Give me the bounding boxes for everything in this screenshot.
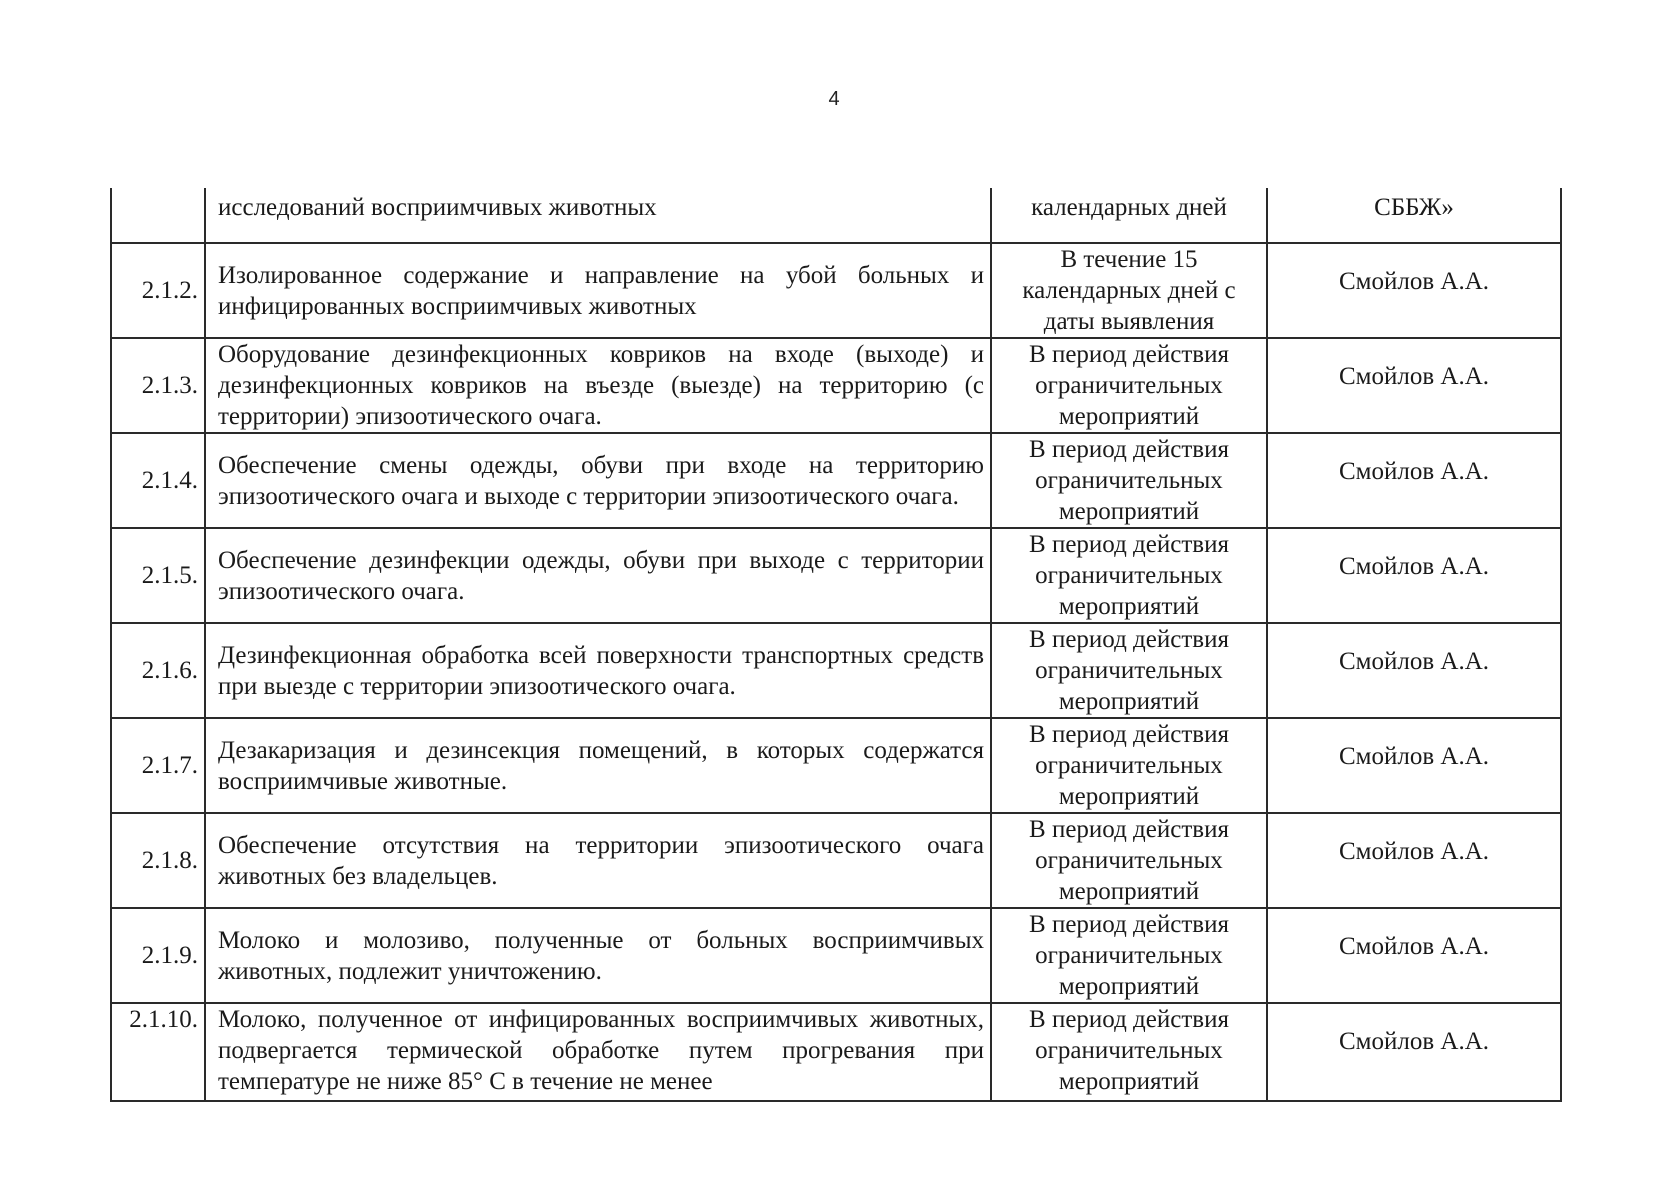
row-term: В период действия ограничительных мероприятий [991, 623, 1267, 718]
row-number: 2.1.5. [111, 528, 205, 623]
measures-table [110, 188, 1562, 1102]
table-row [111, 338, 1561, 433]
row-responsible: Смойлов А.А. [1267, 528, 1561, 623]
table-row [111, 528, 1561, 623]
row-action: Обеспечение смены одежды, обуви при входе на территорию эпизоотического очага и выходе с территории эпизоотического очага. [205, 433, 991, 528]
row-responsible: Смойлов А.А. [1267, 718, 1561, 813]
row-term: В период действия ограничительных мероприятий [991, 1003, 1267, 1101]
row-responsible: Смойлов А.А. [1267, 813, 1561, 908]
row-responsible: Смойлов А.А. [1267, 433, 1561, 528]
row-action: исследований восприимчивых животных [205, 188, 991, 243]
page-number: 4 [828, 88, 840, 110]
table-row [111, 908, 1561, 1003]
table-row [111, 623, 1561, 718]
row-term: В период действия ограничительных мероприятий [991, 433, 1267, 528]
row-responsible: Смойлов А.А. [1267, 338, 1561, 433]
row-action: Молоко, полученное от инфицированных восприимчивых животных, подвергается термической обработке путем прогревания при температуре не ниже 85° С в течение не менее [205, 1003, 991, 1101]
row-action: Дезинфекционная обработка всей поверхности транспортных средств при выезде с территории эпизоотического очага. [205, 623, 991, 718]
row-number: 2.1.8. [111, 813, 205, 908]
row-number: 2.1.4. [111, 433, 205, 528]
table-row [111, 433, 1561, 528]
row-term: календарных дней [991, 188, 1267, 243]
row-number: 2.1.10. [111, 1003, 205, 1101]
row-responsible: Смойлов А.А. [1267, 908, 1561, 1003]
row-action: Оборудование дезинфекционных ковриков на входе (выходе) и дезинфекционных ковриков на въезде (выезде) на территорию (с территории) эпизоотического очага. [205, 338, 991, 433]
row-action: Дезакаризация и дезинсекция помещений, в которых содержатся восприимчивые животные. [205, 718, 991, 813]
row-number: 2.1.9. [111, 908, 205, 1003]
row-responsible: Смойлов А.А. [1267, 1003, 1561, 1101]
table-row [111, 243, 1561, 338]
row-responsible: СББЖ» [1267, 188, 1561, 243]
table-row-continuation [111, 188, 1561, 243]
row-term: В период действия ограничительных мероприятий [991, 718, 1267, 813]
row-term: В период действия ограничительных мероприятий [991, 338, 1267, 433]
table-row [111, 813, 1561, 908]
row-term: В период действия ограничительных мероприятий [991, 528, 1267, 623]
row-responsible: Смойлов А.А. [1267, 623, 1561, 718]
row-action: Обеспечение дезинфекции одежды, обуви при выходе с территории эпизоотического очага. [205, 528, 991, 623]
row-action: Обеспечение отсутствия на территории эпизоотического очага животных без владельцев. [205, 813, 991, 908]
row-term: В период действия ограничительных мероприятий [991, 813, 1267, 908]
row-number [111, 188, 205, 243]
row-term: В период действия ограничительных мероприятий [991, 908, 1267, 1003]
row-action: Молоко и молозиво, полученные от больных восприимчивых животных, подлежит уничтожению. [205, 908, 991, 1003]
row-number: 2.1.3. [111, 338, 205, 433]
row-term: В течение 15 календарных дней с даты выявления [991, 243, 1267, 338]
table-row [111, 718, 1561, 813]
row-number: 2.1.2. [111, 243, 205, 338]
row-action: Изолированное содержание и направление на убой больных и инфицированных восприимчивых животных [205, 243, 991, 338]
row-number: 2.1.7. [111, 718, 205, 813]
table-row [111, 1003, 1561, 1101]
row-responsible: Смойлов А.А. [1267, 243, 1561, 338]
row-number: 2.1.6. [111, 623, 205, 718]
